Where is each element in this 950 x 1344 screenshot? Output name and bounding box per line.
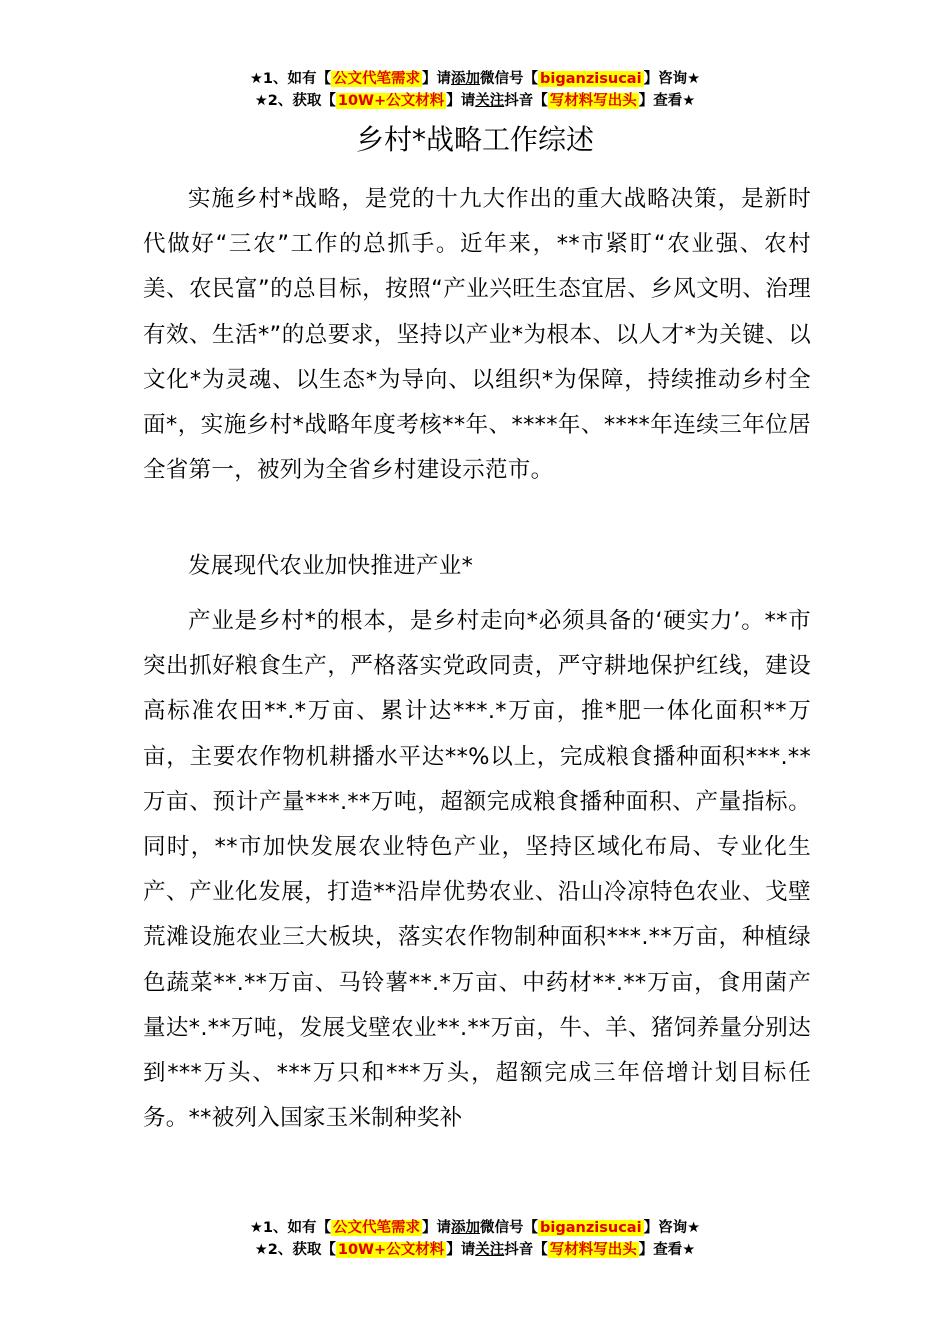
banner-highlight: 公文代笔需求 [333,1220,421,1236]
banner-highlight: 公文代笔需求 [333,71,421,87]
top-banner [0,68,950,112]
section-heading [143,544,811,589]
paragraph-text: 实施乡村*战略，是党的十九大作出的重大战略决策，是新时代做好“三农”工作的总抓手。近年来，**市紧盯“农业强、农村美、农民富”的总目标，按照“产业兴旺生态宜居、乡风文明、治理有效、生活*”的总要求，坚持以产业*为根本、以人才*为关键、以文化*为灵魂、以生态*为导向、以组织*为保障，持续推动乡村全面*，实施乡村*战略年度考核**年、****年、****年连续三年位居全省第一，被列为全省乡村建设示范市。 [143,186,811,484]
banner-text: 】请 [446,93,476,109]
paragraph-text: 产业是乡村*的根本，是乡村走向*必须具备的‘硬实力’。**市突出抓好粮食生产，严格落实党政同责，严守耕地保护红线，建设高标准农田**.*万亩、累计达***.*万亩，推*肥一体化面积**万亩，主要农作物机耕播水平达**%以上，完成粮食播种面积***.**万亩、预计产量***.**万吨，超额完成粮食播种面积、产量指标。同时，**市加快发展农业特色产业，坚持区域化布局、专业化生产、产业化发展，打造**沿岸优势农业、沿山冷凉特色农业、戈壁荒滩设施农业三大板块，落实农作物制种面积***.**万亩，种植绿色蔬菜**.**万亩、马铃薯**.*万亩、中药材**.**万亩，食用菌产量达*.**万吨，发展戈壁农业**.**万亩，牛、羊、猪饲养量分别达到***万头、***万只和***万头，超额完成三年倍增计划目标任务。**被列入国家玉米制种奖补 [143,608,811,1132]
banner-text: ★1、如有【 [249,71,332,87]
paragraph-1 [143,177,811,493]
banner-highlight: biganzisucai [540,1220,642,1236]
banner-line-2 [0,90,950,112]
banner-text: 微信号【 [480,1220,539,1236]
paragraph-2 [143,599,811,1179]
banner-text: ★2、获取【 [254,93,336,109]
banner-underline: 添加 [451,1220,481,1236]
banner-text: 抖音【 [504,93,548,109]
banner-text: 】查看★ [638,1242,696,1258]
banner-text: 】请 [422,71,452,87]
document-title: 乡村*战略工作综述 [355,123,594,156]
banner-highlight: 写材料写出头 [549,93,637,109]
banner-highlight: biganzisucai [540,71,642,87]
banner-text: ★1、如有【 [249,1220,332,1236]
banner-text: 微信号【 [480,71,539,87]
banner-text: 】咨询★ [643,1220,701,1236]
banner-line-1 [0,68,950,90]
banner-highlight: 写材料写出头 [549,1242,637,1258]
banner-line-1 [0,1217,950,1239]
banner-underline: 添加 [451,71,481,87]
banner-text: 】请 [422,1220,452,1236]
banner-underline: 关注 [475,1242,505,1258]
banner-text: 】咨询★ [643,71,701,87]
banner-highlight: 10W+公文材料 [337,1242,445,1258]
banner-text: ★2、获取【 [254,1242,336,1258]
banner-line-2 [0,1239,950,1261]
bottom-banner [0,1217,950,1261]
banner-text: 】请 [446,1242,476,1258]
banner-highlight: 10W+公文材料 [337,93,445,109]
banner-text: 】查看★ [638,93,696,109]
banner-text: 抖音【 [504,1242,548,1258]
banner-underline: 关注 [475,93,505,109]
section-heading-text: 发展现代农业加快推进产业* [188,553,474,579]
